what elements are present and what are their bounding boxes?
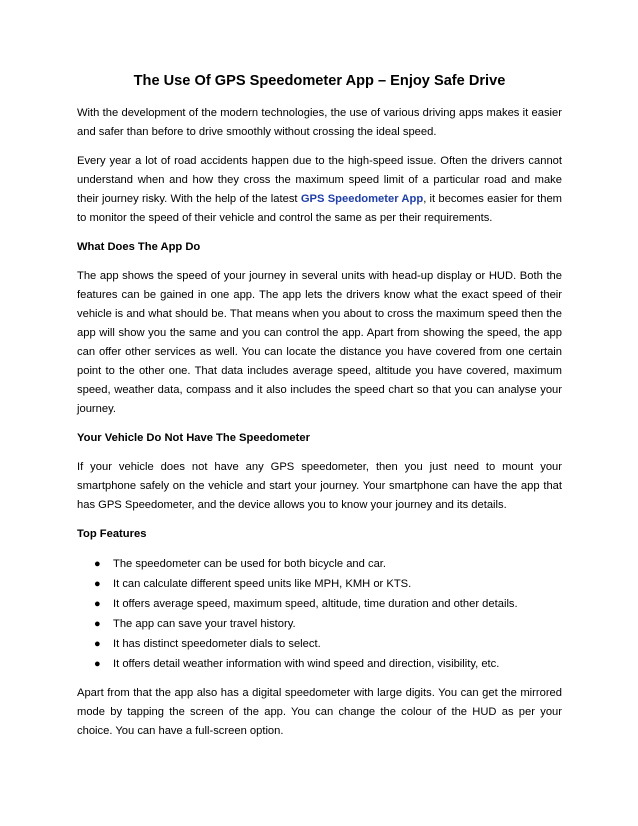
page-title: The Use Of GPS Speedometer App – Enjoy Safe Drive: [133, 73, 506, 89]
bullet-icon: ●: [94, 558, 101, 570]
section-heading-top-features: Top Features: [77, 528, 147, 540]
vehicle-speedometer-paragraph: If your vehicle does not have any GPS speedometer, then you just need to mount your smartphone safely on the vehicle and start your journey. Your smartphone can have the app that has GPS Speedometer, and the device allows you to know your journey and its details.: [77, 461, 562, 511]
bullet-icon: ●: [94, 618, 101, 630]
closing-paragraph: Apart from that the app also has a digital speedometer with large digits. You can get the mirrored mode by tapping the screen of the app. You can change the colour of the HUD as per your choice. You can have a full-screen option.: [77, 687, 562, 737]
list-item-text: The speedometer can be used for both bicycle and car.: [113, 558, 387, 570]
bullet-icon: ●: [94, 638, 101, 650]
list-item-text: It offers detail weather information with wind speed and direction, visibility, etc.: [113, 658, 500, 670]
list-item: [94, 654, 562, 674]
list-item: [94, 574, 562, 594]
list-item: [94, 594, 562, 614]
document-page: [77, 72, 562, 751]
what-does-app-do-paragraph: The app shows the speed of your journey in several units with head-up display or HUD. Both the features can be gained in one app. The app lets the drivers know what the exact speed of their vehicle is and what should be. That means when you about to cross the maximum speed then the app will show you the same and you can control the app. Apart from showing the speed, the app can offer other services as well. You can locate the distance you have covered from one certain point to the other one. That data includes average speed, altitude you have covered, maximum speed, weather data, compass and it also includes the speed chart so that you can analyse your journey.: [77, 270, 562, 415]
list-item-text: It can calculate different speed units like MPH, KMH or KTS.: [113, 578, 412, 590]
section-heading-what-does-app-do: What Does The App Do: [77, 241, 201, 253]
gps-speedometer-app-link[interactable]: GPS Speedometer App: [300, 193, 424, 205]
bullet-icon: ●: [94, 578, 101, 590]
intro-paragraph: With the development of the modern technologies, the use of various driving apps makes it easier and safer than before to drive smoothly without crossing the ideal speed.: [77, 107, 562, 138]
features-list: [77, 554, 562, 674]
accidents-text-before: Every year a lot of road accidents happen due to the high-speed issue. Often the drivers cannot understand when and how they cross the maximum speed limit of a particular road and make their journey risky. With the help of the latest: [77, 155, 562, 205]
list-item: [94, 554, 562, 574]
section-heading-vehicle-speedometer: Your Vehicle Do Not Have The Speedometer: [77, 432, 310, 444]
list-item-text: The app can save your travel history.: [113, 618, 296, 630]
list-item-text: It offers average speed, maximum speed, altitude, time duration and other details.: [113, 598, 518, 610]
bullet-icon: ●: [94, 658, 101, 670]
accidents-paragraph: [77, 152, 562, 228]
bullet-icon: ●: [94, 598, 101, 610]
list-item: [94, 634, 562, 654]
list-item: [94, 614, 562, 634]
accidents-text-after: , it becomes easier for them to monitor the speed of their vehicle and control the same as per their requirements.: [77, 193, 562, 224]
list-item-text: It has distinct speedometer dials to select.: [113, 638, 321, 650]
